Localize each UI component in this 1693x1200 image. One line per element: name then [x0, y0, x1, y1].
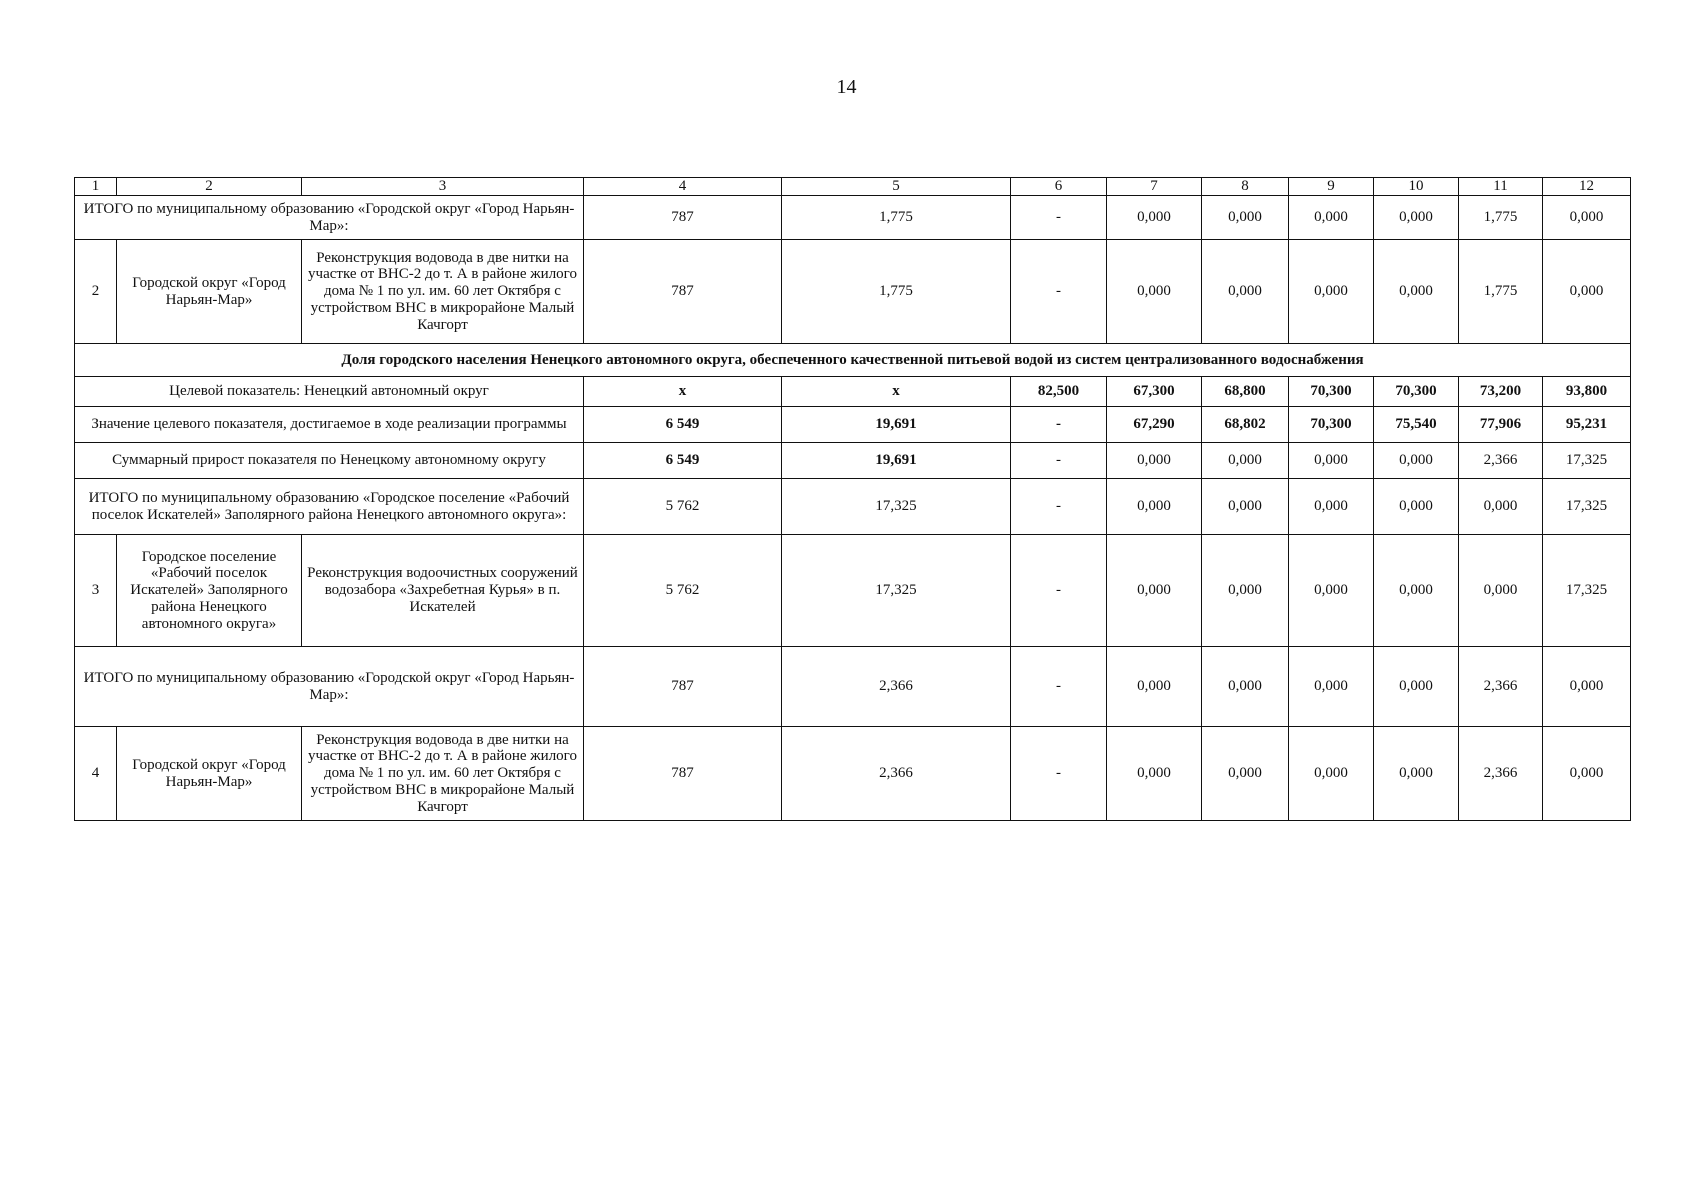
subtotal-label: ИТОГО по муниципальному образованию «Городской округ «Город Нарьян-Мар»:	[75, 196, 584, 240]
table-cell: 0,000	[1543, 647, 1631, 727]
table-cell: 0,000	[1374, 535, 1459, 647]
table-cell: 68,802	[1202, 407, 1289, 443]
table-cell: 0,000	[1107, 196, 1202, 240]
table-cell: 0,000	[1202, 443, 1289, 479]
subtotal-label: ИТОГО по муниципальному образованию «Городской округ «Город Нарьян-Мар»:	[75, 647, 584, 727]
col-num-3: 3	[302, 178, 584, 196]
table-row	[75, 196, 1631, 240]
table-cell: 6 549	[584, 443, 782, 479]
table-cell: -	[1011, 407, 1107, 443]
table-cell: 0,000	[1202, 240, 1289, 344]
table-cell: 787	[584, 240, 782, 344]
table-row	[75, 407, 1631, 443]
section-row	[75, 344, 1631, 377]
table-cell: 6 549	[584, 407, 782, 443]
table-cell: -	[1011, 443, 1107, 479]
table-cell: -	[1011, 479, 1107, 535]
table-cell: 2,366	[1459, 647, 1543, 727]
table-cell: 0,000	[1374, 727, 1459, 821]
table-cell: 17,325	[1543, 443, 1631, 479]
col-num-8: 8	[1202, 178, 1289, 196]
table-cell: 17,325	[782, 479, 1011, 535]
table-cell: 0,000	[1289, 479, 1374, 535]
section-title: Доля городского населения Ненецкого автономного округа, обеспеченного качественной питьевой водой из систем централизованного водоснабжения	[75, 344, 1631, 377]
table-cell: 5 762	[584, 535, 782, 647]
table-cell: 0,000	[1107, 479, 1202, 535]
table-cell: 68,800	[1202, 377, 1289, 407]
municipality-cell: Городской округ «Город Нарьян-Мар»	[117, 240, 302, 344]
table-row	[75, 727, 1631, 821]
table-cell: 5 762	[584, 479, 782, 535]
municipality-cell: Городской округ «Город Нарьян-Мар»	[117, 727, 302, 821]
table-cell: 17,325	[1543, 535, 1631, 647]
table-cell: 0,000	[1107, 535, 1202, 647]
table-cell: 0,000	[1374, 196, 1459, 240]
table-cell: 0,000	[1374, 647, 1459, 727]
table-cell: 0,000	[1543, 240, 1631, 344]
table-cell: 0,000	[1202, 647, 1289, 727]
table-cell: 73,200	[1459, 377, 1543, 407]
table-cell: 0,000	[1459, 479, 1543, 535]
col-num-7: 7	[1107, 178, 1202, 196]
col-num-11: 11	[1459, 178, 1543, 196]
table-cell: 1,775	[1459, 196, 1543, 240]
col-num-6: 6	[1011, 178, 1107, 196]
table-row	[75, 535, 1631, 647]
table-cell: 0,000	[1374, 240, 1459, 344]
table-cell: 0,000	[1289, 647, 1374, 727]
column-number-row	[75, 178, 1631, 196]
table-cell: x	[782, 377, 1011, 407]
table-cell: 0,000	[1459, 535, 1543, 647]
col-num-9: 9	[1289, 178, 1374, 196]
row-number: 4	[75, 727, 117, 821]
table-row	[75, 377, 1631, 407]
municipality-cell: Городское поселение «Рабочий поселок Искателей» Заполярного района Ненецкого автономного округа»	[117, 535, 302, 647]
table-cell: 787	[584, 196, 782, 240]
col-num-5: 5	[782, 178, 1011, 196]
table-cell: 0,000	[1289, 443, 1374, 479]
table-cell: 95,231	[1543, 407, 1631, 443]
table-cell: 0,000	[1543, 727, 1631, 821]
table-cell: 93,800	[1543, 377, 1631, 407]
table-cell: 77,906	[1459, 407, 1543, 443]
table-row	[75, 240, 1631, 344]
table-cell: 0,000	[1202, 196, 1289, 240]
table-cell: -	[1011, 240, 1107, 344]
growth-label: Суммарный прирост показателя по Ненецкому автономному округу	[75, 443, 584, 479]
col-num-4: 4	[584, 178, 782, 196]
table-cell: -	[1011, 727, 1107, 821]
table-cell: 0,000	[1202, 535, 1289, 647]
table-cell: 0,000	[1107, 443, 1202, 479]
col-num-12: 12	[1543, 178, 1631, 196]
table-cell: 0,000	[1374, 479, 1459, 535]
project-cell: Реконструкция водоочистных сооружений водозабора «Захребетная Курья» в п. Искателей	[302, 535, 584, 647]
table-cell: 17,325	[782, 535, 1011, 647]
target-label: Целевой показатель: Ненецкий автономный округ	[75, 377, 584, 407]
table-cell: 82,500	[1011, 377, 1107, 407]
table-cell: 2,366	[782, 647, 1011, 727]
table-cell: 0,000	[1289, 196, 1374, 240]
investment-table	[74, 177, 1631, 821]
table-row	[75, 479, 1631, 535]
project-cell: Реконструкция водовода в две нитки на участке от ВНС-2 до т. А в районе жилого дома № 1 по ул. им. 60 лет Октября с устройством ВНС в микрорайоне Малый Качгорт	[302, 240, 584, 344]
table-cell: -	[1011, 647, 1107, 727]
table-cell: 787	[584, 727, 782, 821]
col-num-10: 10	[1374, 178, 1459, 196]
table-cell: 0,000	[1107, 727, 1202, 821]
achieved-label: Значение целевого показателя, достигаемое в ходе реализации программы	[75, 407, 584, 443]
table-cell: 1,775	[1459, 240, 1543, 344]
table-row	[75, 647, 1631, 727]
table-cell: 0,000	[1289, 727, 1374, 821]
table-cell: -	[1011, 196, 1107, 240]
table-cell: 0,000	[1107, 647, 1202, 727]
page-number: 14	[836, 76, 857, 98]
table-cell: 0,000	[1289, 240, 1374, 344]
table-cell: 67,300	[1107, 377, 1202, 407]
col-num-2: 2	[117, 178, 302, 196]
col-num-1: 1	[75, 178, 117, 196]
table-cell: 70,300	[1374, 377, 1459, 407]
table-cell: 1,775	[782, 196, 1011, 240]
table-cell: x	[584, 377, 782, 407]
table-cell: 19,691	[782, 443, 1011, 479]
table-cell: 0,000	[1289, 535, 1374, 647]
table-cell: 70,300	[1289, 377, 1374, 407]
table-cell: 75,540	[1374, 407, 1459, 443]
table-cell: 1,775	[782, 240, 1011, 344]
table-cell: 0,000	[1107, 240, 1202, 344]
table-cell: 0,000	[1202, 479, 1289, 535]
table-cell: 0,000	[1374, 443, 1459, 479]
row-number: 2	[75, 240, 117, 344]
table-cell: 17,325	[1543, 479, 1631, 535]
table-row	[75, 443, 1631, 479]
table-cell: 787	[584, 647, 782, 727]
table-cell: 2,366	[1459, 727, 1543, 821]
table-cell: 19,691	[782, 407, 1011, 443]
table-cell: 0,000	[1202, 727, 1289, 821]
table-cell: 0,000	[1543, 196, 1631, 240]
table-cell: 2,366	[1459, 443, 1543, 479]
row-number: 3	[75, 535, 117, 647]
subtotal-label: ИТОГО по муниципальному образованию «Городское поселение «Рабочий поселок Искателей» Заполярного района Ненецкого автономного округа»:	[75, 479, 584, 535]
table-cell: -	[1011, 535, 1107, 647]
table-cell: 2,366	[782, 727, 1011, 821]
table-cell: 67,290	[1107, 407, 1202, 443]
project-cell: Реконструкция водовода в две нитки на участке от ВНС-2 до т. А в районе жилого дома № 1 по ул. им. 60 лет Октября с устройством ВНС в микрорайоне Малый Качгорт	[302, 727, 584, 821]
table-cell: 70,300	[1289, 407, 1374, 443]
